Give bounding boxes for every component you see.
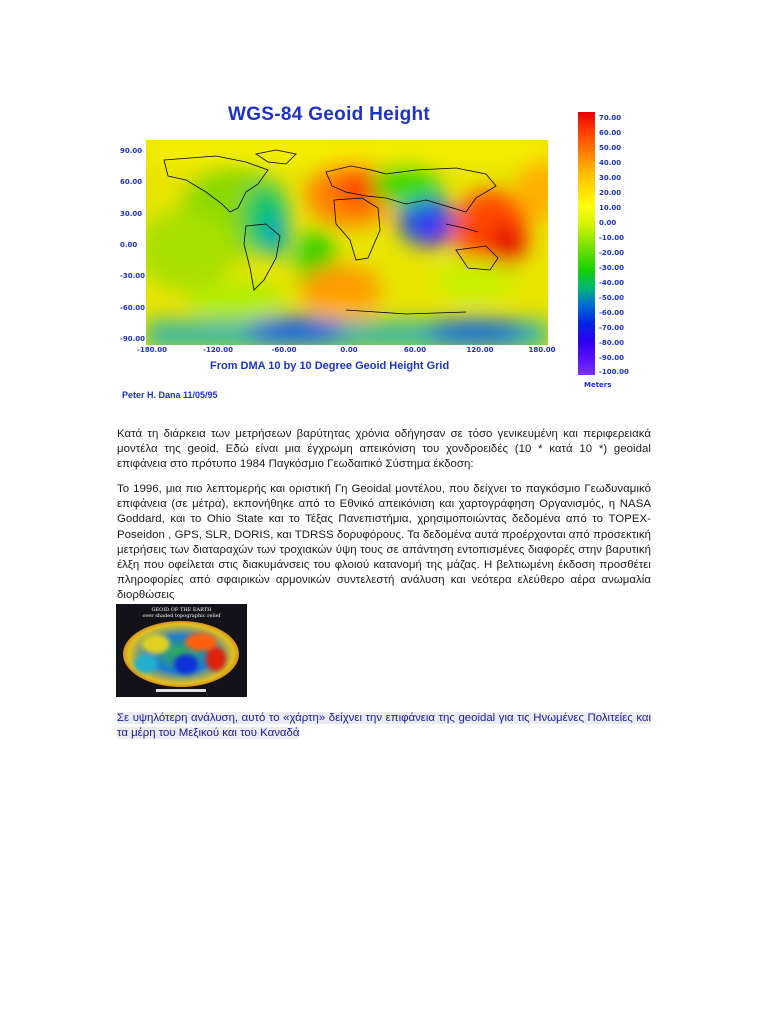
colorbar-tick: -40.00 (599, 279, 625, 287)
x-tick: 60.00 (403, 346, 427, 354)
colorbar-tick: -60.00 (599, 309, 625, 317)
colorbar-tick: -10.00 (599, 234, 625, 242)
colorbar (578, 112, 595, 375)
colorbar-tick: -90.00 (599, 354, 625, 362)
colorbar-tick: 40.00 (599, 159, 622, 167)
colorbar-tick: 70.00 (599, 114, 622, 122)
y-tick: 90.00 (120, 147, 143, 155)
colorbar-tick: 0.00 (599, 219, 617, 227)
colorbar-tick: -30.00 (599, 264, 625, 272)
y-tick: -30.00 (120, 272, 146, 280)
x-tick: 0.00 (340, 346, 358, 354)
colorbar-tick: 30.00 (599, 174, 622, 182)
x-tick: 120.00 (466, 346, 494, 354)
colorbar-tick: 10.00 (599, 204, 622, 212)
colorbar-tick: 20.00 (599, 189, 622, 197)
x-tick: -120.00 (203, 346, 233, 354)
paragraph-1996-model: Το 1996, μια πιο λεπτομερής και οριστική Γη Geoidal μοντέλου, που δείχνει το παγκόσμιο Γεωδυναμικό επιφάνεια (σε μέτρα), εκπονήθηκε από το Εθνικό απεικόνιση και χαρτογράφηση Οργανισμός, η NASA Goddard, και το Ohio State και το Τέξας Πανεπιστήμια, χρησιμοποιώντας δεδομένα από το TOPEX-Poseidon , GPS, SLR, DORIS, και TDRSS δορυφόρους. Τα δεδομένα αυτά προέρχονται από προσεκτική μετρήσεις των διαταραχών των τροχιακών ύψη τους σε απάντηση εντοπισμένες διαφορές στην βαρυτική έλξη που οφείλεται στις διακυμάνσεις του φλοιού κατανομή της μάζας. Η βελτιωμένη έκδοση προσθέτει πληροφορίες από σφαιρικών αρμονικών συντελεστή ανάλυση και νεότερα ελεύθερο αέρα ανωμαλία διορθώσεις (117, 483, 651, 602)
colorbar-tick: -100.00 (599, 368, 629, 376)
caption-text: Σε υψηλότερη ανάλυση, αυτό το «χάρτη» δείχνει την επιφάνεια της geoidal για τις Ηνωμένες Πολιτείες και τα μέρη του Μεξικού και του Καναδά (117, 712, 651, 740)
x-tick: -60.00 (271, 346, 297, 354)
geoid-map (146, 140, 548, 345)
y-tick: -60.00 (120, 304, 146, 312)
x-tick: 180.00 (528, 346, 556, 354)
colorbar-units: Meters (584, 381, 612, 389)
caption-paragraph (117, 711, 651, 741)
colorbar-tick: 50.00 (599, 144, 622, 152)
figure-title: WGS-84 Geoid Height (228, 104, 431, 125)
colorbar-tick: -50.00 (599, 294, 625, 302)
x-tick: -180.00 (137, 346, 167, 354)
y-tick: 30.00 (120, 210, 143, 218)
colorbar-tick: -20.00 (599, 249, 625, 257)
paragraph-intro: Κατά τη διάρκεια των μετρήσεων βαρύτητας χρόνια οδήγησαν σε τόσο γενικευμένη και περιφερειακά μοντέλα της geoid. Εδώ είναι μια έγχρωμη απεικόνιση του χονδροειδές (10 * κατά 10 *) geoidal επιφάνεια στο πρότυπο 1984 Παγκόσμιο Γεωδαιτικό Σύστημα έκδοση: (117, 428, 651, 471)
y-tick: -90.00 (120, 335, 146, 343)
figure-subtitle: From DMA 10 by 10 Degree Geoid Height Grid (210, 360, 450, 372)
geoid-height-figure (118, 100, 640, 405)
colorbar-tick: -80.00 (599, 339, 625, 347)
figure-author: Peter H. Dana 11/05/95 (122, 390, 218, 400)
colorbar-tick: 60.00 (599, 129, 622, 137)
colorbar-tick: -70.00 (599, 324, 625, 332)
thumbnail-title: GEOID OF THE EARTH over shaded topographic relief (142, 607, 221, 619)
y-tick: 0.00 (120, 241, 138, 249)
y-tick: 60.00 (120, 178, 143, 186)
earth-geoid-thumbnail[interactable] (116, 604, 247, 697)
